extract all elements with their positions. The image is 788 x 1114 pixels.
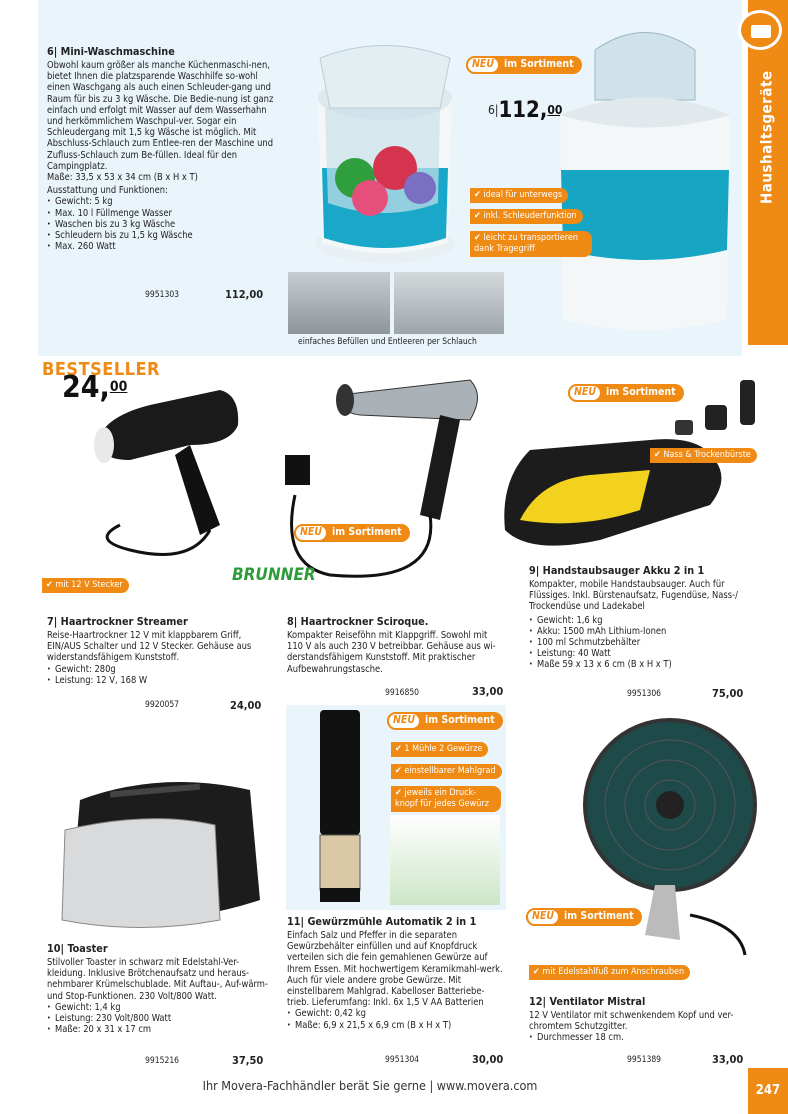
spec-item: • Durchmesser 18 cm. xyxy=(529,1032,744,1043)
spec-item: • Maße: 6,9 x 21,5 x 6,9 cm (B x H x T) xyxy=(287,1020,505,1031)
product-11-text xyxy=(287,915,505,1031)
feature-tag: ✔ ideal für unterwegs xyxy=(470,188,568,203)
toaster-image xyxy=(50,770,270,940)
washing-machine-image xyxy=(300,38,470,268)
spec-item: • Maße 59 x 13 x 6 cm (B x H x T) xyxy=(529,659,739,670)
spec-item: • Akku: 1500 mAh Lithium-Ionen xyxy=(529,626,739,637)
fan-image xyxy=(570,715,770,975)
product-title: 10| Toaster xyxy=(47,942,108,955)
spec-list xyxy=(529,615,739,671)
product-10-text xyxy=(47,942,272,1035)
article-number: 9951306 xyxy=(627,689,662,699)
new-badge: NEU im Sortiment xyxy=(466,56,582,74)
spec-item: • Gewicht: 280g xyxy=(47,664,272,675)
spec-item: • Max. 260 Watt xyxy=(47,241,279,252)
product-12-text xyxy=(529,995,744,1044)
product-description: 12 V Ventilator mit schwenkendem Kopf und ver-chromtem Schutzgitter. xyxy=(529,1010,734,1033)
feature-tag: ✔ jeweils ein Druck-knopf für jedes Gewürz xyxy=(391,786,501,812)
spec-item: • Waschen bis zu 3 kg Wäsche xyxy=(47,219,279,230)
product-price: 112,00 xyxy=(225,288,264,301)
features-title: Ausstattung und Funktionen: xyxy=(47,185,168,197)
product-8-text xyxy=(287,615,505,675)
feature-tag: ✔ 1 Mühle 2 Gewürze xyxy=(391,742,488,757)
product-price: 30,00 xyxy=(472,1053,504,1066)
product-title: 12| Ventilator Mistral xyxy=(529,995,646,1008)
product-price: 33,00 xyxy=(472,685,504,698)
spec-item: • Schleudern bis zu 1,5 kg Wäsche xyxy=(47,230,279,241)
article-number: 9920057 xyxy=(145,700,180,710)
article-number: 9915216 xyxy=(145,1056,180,1066)
sink-photo-2 xyxy=(394,272,504,334)
spec-item: • Gewicht: 5 kg xyxy=(47,196,279,207)
feature-tag: ✔ inkl. Schleuderfunktion xyxy=(470,209,583,224)
product-title: 7| Haartrockner Streamer xyxy=(47,615,188,628)
product-title: 8| Haartrockner Sciroque. xyxy=(287,615,429,628)
hair-dryer-sciroque-image xyxy=(270,375,500,595)
spec-item: • 100 ml Schmutzbehälter xyxy=(529,637,739,648)
spec-item: • Max. 10 l Füllmenge Wasser xyxy=(47,208,279,219)
food-photo xyxy=(390,815,500,905)
spice-mill-image xyxy=(305,710,395,910)
spec-item: • Gewicht: 1,4 kg xyxy=(47,1002,272,1013)
spec-item: • Gewicht: 1,6 kg xyxy=(529,615,739,626)
product-description: Stilvoller Toaster in schwarz mit Edelstahl-Ver-kleidung. Inklusive Brötchenaufsatz und heraus-nehmbarer Krümelschublade. Mit Auftau-, Auf-wärm- und Stop-Funktionen. 230 Volt/800 Watt. xyxy=(47,957,268,1002)
product-9-text xyxy=(529,564,739,671)
spec-item: • Maße: 20 x 31 x 17 cm xyxy=(47,1024,272,1035)
feature-tag: ✔ einstellbarer Mahlgrad xyxy=(391,764,502,779)
washing-machine-large-image xyxy=(555,20,735,340)
article-number: 9951303 xyxy=(145,290,180,300)
bestseller-label: BESTSELLER xyxy=(42,359,161,380)
spec-list xyxy=(47,1002,272,1036)
spec-list xyxy=(529,1032,744,1043)
product-price: 33,00 xyxy=(712,1053,744,1066)
big-price: 6|112,00 xyxy=(488,98,563,123)
product-description: Reise-Haartrockner 12 V mit klappbarem Griff, EIN/AUS Schalter und 12 V Stecker. Gehäuse aus widerstandsfähigem Kunststoff. xyxy=(47,630,252,664)
product-7-text xyxy=(47,615,272,686)
feature-tag: ✔ Nass & Trockenbürste xyxy=(650,448,757,463)
spec-list xyxy=(47,196,279,252)
photo-caption: einfaches Befüllen und Entleeren per Schlauch xyxy=(298,337,477,347)
product-title: 11| Gewürzmühle Automatik 2 in 1 xyxy=(287,915,477,928)
spec-list xyxy=(287,1008,505,1030)
feature-tag: ✔ leicht zu transportieren dank Tragegriff xyxy=(470,231,592,257)
product-price: 37,50 xyxy=(232,1054,264,1067)
spec-item: • Gewicht: 0,42 kg xyxy=(287,1008,505,1019)
product-price: 24,00 xyxy=(230,699,262,712)
product-description: Einfach Salz und Pfeffer in die separaten Gewürzbehälter einfüllen und auf Knopfdruck verteilen sich die fein gemahlenen Gewürze auf Ihrem Essen. Mit hochwertigem Keramikmahl-werk. Auch für viele andere grobe Gewürze. Mit einstellbarem Mahlgrad. Kabelloser Batteriebe-trieb. Lieferumfang: Inkl. 6x 1,5 V AA Batterien xyxy=(287,930,503,1009)
new-badge: NEU im Sortiment xyxy=(568,384,684,402)
spec-item: • Leistung: 40 Watt xyxy=(529,648,739,659)
product-description: Kompakter Reiseföhn mit Klappgriff. Sowohl mit 110 V als auch 230 V betreibbar. Gehäuse aus wi-derstandsfähigem Kunststoff. Mit praktischer Aufbewahrungstasche. xyxy=(287,630,496,675)
hair-dryer-streamer-image xyxy=(90,375,250,595)
bestseller-price: 24,00 xyxy=(62,370,128,405)
product-description: Kompakter, mobile Handstaubsauger. Auch für Flüssiges. Inkl. Bürstenaufsatz, Fugendüse, Nass-/ Trockendüse und Ladekabel xyxy=(529,579,738,613)
article-number: 9916850 xyxy=(385,688,420,698)
spec-list xyxy=(47,664,272,686)
article-number: 9951304 xyxy=(385,1055,420,1065)
product-price: 75,00 xyxy=(712,687,744,700)
handheld-vacuum-image xyxy=(500,380,770,550)
article-number: 9951389 xyxy=(627,1055,662,1065)
product-6-text xyxy=(47,45,279,252)
category-label: Haushaltsgeräte xyxy=(757,70,776,204)
new-badge: NEU im Sortiment xyxy=(387,712,503,730)
spec-item: • Leistung: 12 V, 168 W xyxy=(47,675,272,686)
tab-icon xyxy=(738,10,782,50)
product-description: Obwohl kaum größer als manche Küchenmaschi-nen, bietet Ihnen die platzsparende Waschhilfe so-wohl einen Waschgang als auch einen Schleuder-gang und Raum für bis zu 3 kg Wäsche. Die Bedie-nung ist ganz einfach und erfolgt mit Wasser auf dem Wasserhahn und herkömmlichem Waschpul-ver. Sogar ein Schleudergang mit 1,5 kg Wäsche ist möglich. Mit Abschluss-Schlauch zum Entlee-ren der Maschine und Zufluss-Schlauch zum Be-füllen. Ideal für den Campingplatz. xyxy=(47,60,274,172)
feature-tag: ✔ mit 12 V Stecker xyxy=(42,578,129,593)
sink-photo-1 xyxy=(288,272,390,334)
product-title: 9| Handstaubsauger Akku 2 in 1 xyxy=(529,564,705,577)
product-title: 6| Mini-Waschmaschine xyxy=(47,45,175,58)
brunner-logo: BRUNNER xyxy=(232,565,316,585)
product-size: Maße: 33,5 x 53 x 34 cm (B x H x T) xyxy=(47,172,198,184)
new-badge: NEU im Sortiment xyxy=(526,908,642,926)
footer-text: Ihr Movera-Fachhändler berät Sie gerne | www.movera.com xyxy=(202,1078,538,1093)
spec-item: • Leistung: 230 Volt/800 Watt xyxy=(47,1013,272,1024)
page-number: 247 xyxy=(748,1068,788,1114)
feature-tag: ✔ mit Edelstahlfuß zum Anschrauben xyxy=(529,965,690,980)
new-badge: NEU im Sortiment xyxy=(294,524,410,542)
